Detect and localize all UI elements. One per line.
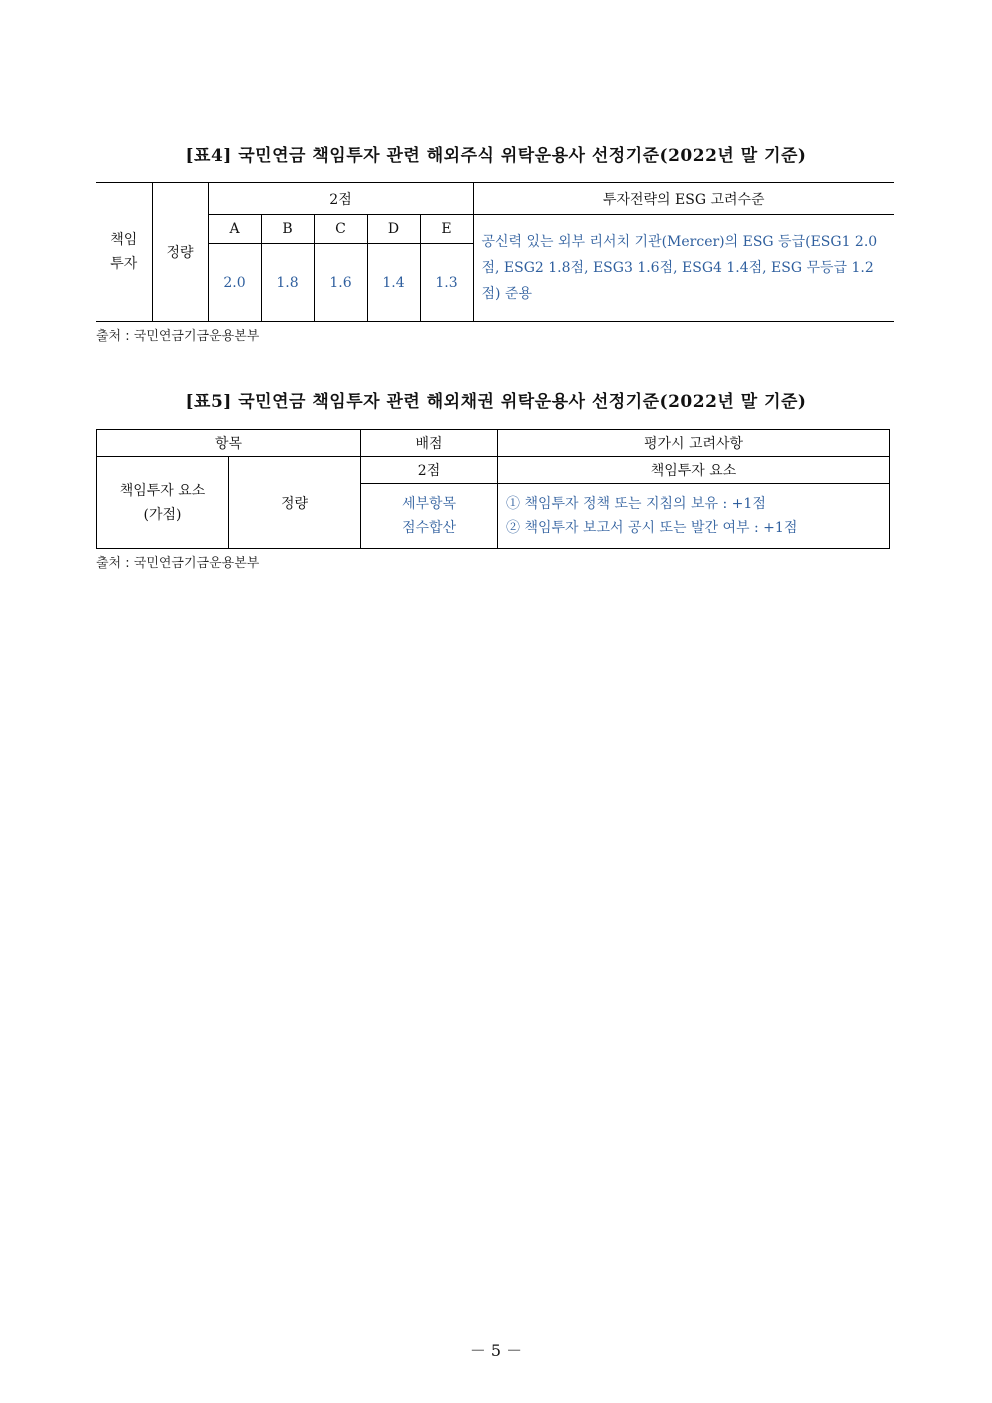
subitem-sum: 세부항목 점수합산 [361,484,498,549]
type-quantitative: 정량 [152,183,208,322]
table5-title: [표5] 국민연금 책임투자 관련 해외채권 위탁운용사 선정기준(2022년 말 기준) [185,392,807,412]
consideration-item-1: ① 책임투자 정책 또는 지침의 보유 : +1점 [506,496,766,512]
score-value: 2점 [361,457,498,484]
score-header: 2점 [208,183,473,215]
table5 [96,429,890,549]
header-considerations: 평가시 고려사항 [498,430,890,457]
score-e: 1.3 [420,244,473,322]
element-label: 책임투자 요소 [498,457,890,484]
score-d: 1.4 [367,244,420,322]
grade-e: E [420,215,473,244]
score-c: 1.6 [314,244,367,322]
consideration-item-2: ② 책임투자 보고서 공시 또는 발간 여부 : +1점 [506,520,798,536]
grade-d: D [367,215,420,244]
page-number: － 5 － [469,1341,523,1360]
header-score: 배점 [361,430,498,457]
row-label-responsible-investment: 책임 투자 [96,183,152,322]
type-quantitative: 정량 [229,457,361,549]
table4-source: 출처 : 국민연금기금운용본부 [96,329,260,344]
table5-source: 출처 : 국민연금기금운용본부 [96,556,260,571]
row-label-responsible-investment-element: 책임투자 요소 (가점) [97,457,229,549]
esg-criteria-description: 공신력 있는 외부 리서치 기관(Mercer)의 ESG 등급(ESG1 2.0점, ESG2 1.8점, ESG3 1.6점, ESG4 1.4점, ESG 무등급 1.2점) 준용 [473,215,894,322]
score-a: 2.0 [208,244,261,322]
table4 [96,182,894,322]
header-item: 항목 [97,430,361,457]
table4-title: [표4] 국민연금 책임투자 관련 해외주식 위탁운용사 선정기준(2022년 말 기준) [185,146,807,166]
considerations-list [498,484,890,549]
grade-c: C [314,215,367,244]
criteria-header: 투자전략의 ESG 고려수준 [473,183,894,215]
grade-b: B [261,215,314,244]
grade-a: A [208,215,261,244]
score-b: 1.8 [261,244,314,322]
